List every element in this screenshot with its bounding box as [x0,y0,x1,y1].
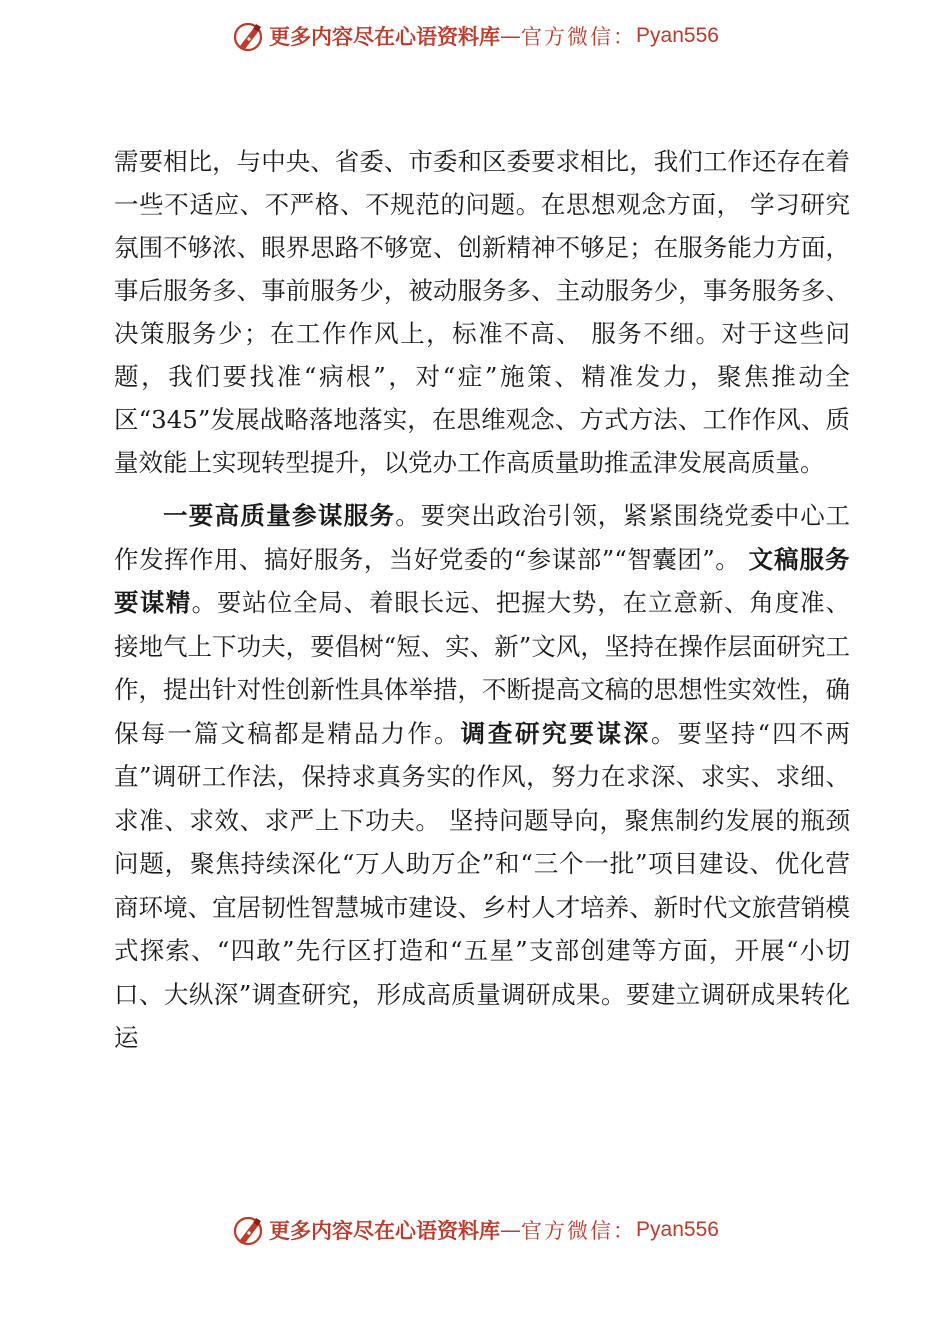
paragraph-1: 需要相比，与中央、省委、市委和区委要求相比，我们工作还存在着一些不适应、不严格、不规范的问题。在思想观念方面， 学习研究氛围不够浓、眼界思路不够宽、创新精神不够足；在服务能力方面，事后服务多、事前服务少，被动服务多、主动服务少，事务服务多、决策服务少；在工作作风上，标准不高、 服务不细。对于这些问题，我们要找准“病根”，对“症”施策、精准发力，聚焦推动全区“345”发展战略落地落实，在思维观念、方式方法、工作作风、质量效能上实现转型提升，以党办工作高质量助推孟津发展高质量。 [114,147,850,477]
paragraph-2-lead-1: 一要高质量参谋服务 [163,501,396,530]
banner-main-text: 更多内容尽在心语资料库 [269,1218,501,1243]
banner-separator: — [500,24,522,48]
banner-wechat-id: Pyan556 [636,1218,719,1241]
document-body [114,140,850,1060]
banner-wechat-id: Pyan556 [636,24,719,47]
header-banner [0,16,950,56]
pen-nib-logo-icon [231,19,265,53]
paragraph-2-text-1: 。要突出政治引领，紧紧围绕党委中心工作发挥作用、搞好服务，当好党委的“参谋部”“智囊团”。 [114,501,851,574]
paragraph-2-lead-3: 调查研究要谋深 [460,718,651,748]
banner-main-text: 更多内容尽在心语资料库 [269,24,501,49]
footer-banner [0,1210,950,1250]
paragraph-2-text-3: 。要坚持“四不两直”调研工作法，保持求真务实的作风，努力在求深、求实、求细、求准、求效、求严上下功夫。 坚持问题导向，聚焦制约发展的瓶颈问题，聚焦持续深化“万人助万企”和“三个一批”项目建设、优化营商环境、宜居韧性智慧城市建设、乡村人才培养、新时代文旅营销模式探索、“四敢”先行区打造和“五星”支部创建等方面，开展“小切口、大纵深”调查研究，形成高质量调研成果。要建立调研成果转化运 [114,718,851,1052]
paragraph-2-text-2: 。要站位全局、着眼长远、把握大势，在立意新、角度准、接地气上下功夫，要倡树“短、实、新”文风，坚持在操作层面研究工作，提出针对性创新性具体举措，不断提高文稿的思想性实效性，确保每一篇文稿都是精品力作。 [114,588,851,748]
banner-wechat-label: 官方微信： [521,1219,637,1243]
paragraph-2 [114,494,850,1060]
pen-nib-logo-icon [231,1213,265,1247]
banner-separator: — [500,1218,522,1242]
paragraph-2-lead-2: 文稿服务要谋精 [114,544,851,617]
banner-wechat-label: 官方微信： [521,25,637,49]
